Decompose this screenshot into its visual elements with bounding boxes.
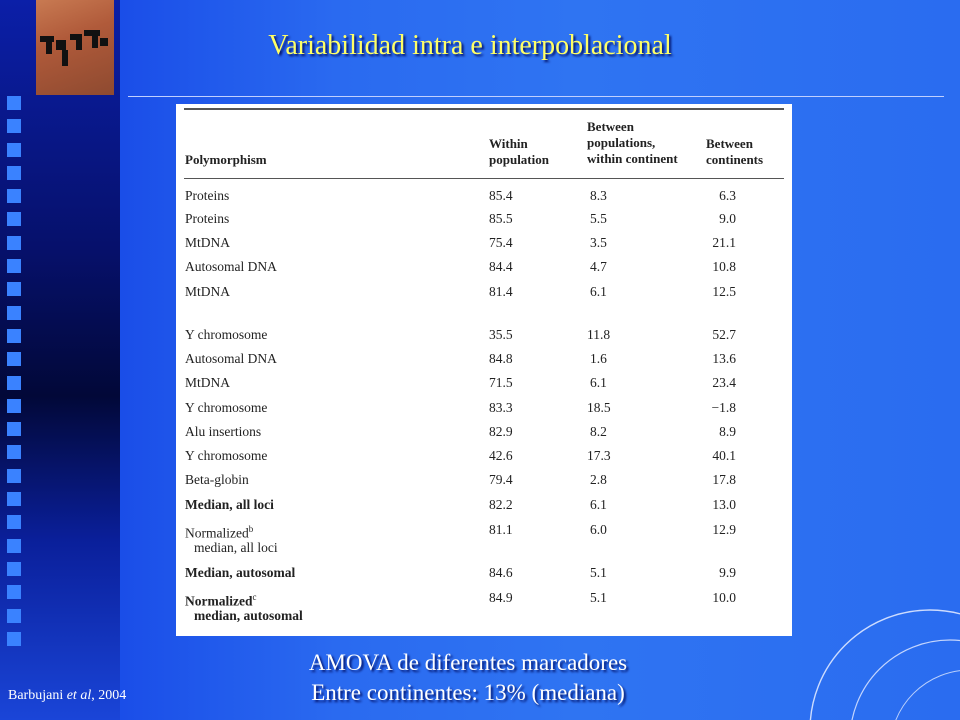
decorative-arcs xyxy=(780,580,960,720)
row-between-cont: 21.1 xyxy=(712,235,736,250)
row-label: Alu insertions xyxy=(185,424,262,439)
row-between-cont: 40.1 xyxy=(712,448,736,463)
row-between-pop: 6.0 xyxy=(590,522,607,537)
row-label: Beta-globin xyxy=(185,472,249,487)
square-dots-column xyxy=(7,96,23,655)
citation xyxy=(8,688,126,704)
slide-title: Variabilidad intra e interpoblacional xyxy=(268,30,672,61)
row-between-pop: 4.7 xyxy=(590,259,607,274)
row-between-pop: 8.3 xyxy=(590,188,607,203)
row-between-pop: 1.6 xyxy=(590,351,607,366)
row-label-line2: median, autosomal xyxy=(194,608,303,623)
row-label: MtDNA xyxy=(185,284,231,299)
row-label xyxy=(185,522,253,541)
row-between-pop: 18.5 xyxy=(587,400,611,415)
row-between-cont: 13.6 xyxy=(712,351,736,366)
row-within: 83.3 xyxy=(489,400,513,415)
row-within: 84.8 xyxy=(489,351,513,366)
square-dot xyxy=(7,422,21,436)
header-within-2: population xyxy=(489,152,549,167)
table-header-rule xyxy=(184,178,784,179)
row-label: Median, autosomal xyxy=(185,565,296,580)
square-dot xyxy=(7,96,21,110)
row-within: 79.4 xyxy=(489,472,513,487)
row-between-pop: 5.1 xyxy=(590,565,607,580)
row-within: 35.5 xyxy=(489,327,513,342)
square-dot xyxy=(7,352,21,366)
header-between-pop-3: within continent xyxy=(587,151,678,166)
row-within: 81.1 xyxy=(489,522,513,537)
row-within: 71.5 xyxy=(489,375,513,390)
header-within-1: Within xyxy=(489,136,528,151)
header-between-cont-2: continents xyxy=(706,152,764,167)
row-between-pop: 3.5 xyxy=(590,235,607,250)
square-dot xyxy=(7,166,21,180)
caption-line-2: Entre continentes: 13% (mediana) xyxy=(311,680,625,705)
row-between-pop: 11.8 xyxy=(587,327,611,342)
square-dot xyxy=(7,469,21,483)
row-between-cont: 10.0 xyxy=(712,590,736,605)
square-dot xyxy=(7,329,21,343)
slide-caption xyxy=(240,648,696,708)
left-decorative-band xyxy=(0,0,120,720)
row-between-pop: 2.8 xyxy=(590,472,607,487)
square-dot xyxy=(7,562,21,576)
row-between-pop: 6.1 xyxy=(590,497,607,512)
title-divider xyxy=(128,96,944,97)
row-label: Y chromosome xyxy=(185,327,268,342)
row-between-cont: −1.8 xyxy=(711,400,736,415)
row-label-line2: median, all loci xyxy=(194,540,278,555)
row-within: 82.9 xyxy=(489,424,513,439)
row-between-cont: 8.9 xyxy=(719,424,736,439)
row-between-cont: 23.4 xyxy=(712,375,736,390)
row-between-cont: 13.0 xyxy=(712,497,736,512)
row-label-text: Normalized xyxy=(185,525,249,541)
row-label: Median, all loci xyxy=(185,497,274,512)
square-dot xyxy=(7,236,21,250)
square-dot xyxy=(7,376,21,390)
row-between-pop: 6.1 xyxy=(590,375,607,390)
row-within: 81.4 xyxy=(489,284,513,299)
square-dot xyxy=(7,306,21,320)
square-dot xyxy=(7,515,21,529)
row-between-pop: 5.1 xyxy=(590,590,607,605)
row-within: 85.4 xyxy=(489,188,513,203)
row-between-cont: 52.7 xyxy=(712,327,736,342)
square-dot xyxy=(7,632,21,646)
row-label: Y chromosome xyxy=(185,448,268,463)
header-between-cont-1: Between xyxy=(706,136,753,151)
header-polymorphism: Polymorphism xyxy=(185,152,267,167)
row-between-pop: 17.3 xyxy=(587,448,611,463)
citation-year: , 2004 xyxy=(91,688,127,703)
row-between-cont: 9.0 xyxy=(719,211,736,226)
caption-line-1: AMOVA de diferentes marcadores xyxy=(308,650,628,675)
square-dot xyxy=(7,539,21,553)
row-within: 84.9 xyxy=(489,590,513,605)
square-dot xyxy=(7,445,21,459)
footnote-marker: c xyxy=(252,592,257,602)
row-label-text: Normalized xyxy=(185,593,253,609)
square-dot xyxy=(7,259,21,273)
row-between-cont: 9.9 xyxy=(719,565,736,580)
table-top-rule xyxy=(184,108,784,110)
row-within: 85.5 xyxy=(489,211,513,226)
row-label: Proteins xyxy=(185,188,230,203)
row-label: MtDNA xyxy=(185,235,231,250)
row-between-cont: 17.8 xyxy=(712,472,736,487)
square-dot xyxy=(7,212,21,226)
row-label: Autosomal DNA xyxy=(185,351,277,366)
row-between-cont: 12.5 xyxy=(712,284,736,299)
row-between-pop: 5.5 xyxy=(590,211,607,226)
square-dot xyxy=(7,189,21,203)
row-within: 84.4 xyxy=(489,259,513,274)
square-dot xyxy=(7,282,21,296)
row-within: 84.6 xyxy=(489,565,513,580)
header-between-pop-1: Between xyxy=(587,119,634,134)
amova-table xyxy=(176,104,792,636)
square-dot xyxy=(7,399,21,413)
row-label: Autosomal DNA xyxy=(185,259,277,274)
logo-icon xyxy=(36,0,114,95)
row-between-cont: 6.3 xyxy=(719,188,736,203)
row-label xyxy=(185,590,256,609)
square-dot xyxy=(7,119,21,133)
footnote-marker: b xyxy=(248,524,254,534)
citation-author: Barbujani xyxy=(8,688,67,703)
square-dot xyxy=(7,492,21,506)
row-label: Proteins xyxy=(185,211,230,226)
header-between-pop-2: populations, xyxy=(587,135,656,150)
row-within: 42.6 xyxy=(489,448,513,463)
university-logo xyxy=(36,0,114,95)
square-dot xyxy=(7,143,21,157)
row-within: 82.2 xyxy=(489,497,513,512)
citation-etal: et al xyxy=(66,688,92,703)
row-label: MtDNA xyxy=(185,375,231,390)
row-within: 75.4 xyxy=(489,235,513,250)
row-between-pop: 6.1 xyxy=(590,284,607,299)
square-dot xyxy=(7,585,21,599)
square-dot xyxy=(7,609,21,623)
row-between-cont: 12.9 xyxy=(712,522,736,537)
row-between-cont: 10.8 xyxy=(712,259,736,274)
row-label: Y chromosome xyxy=(185,400,268,415)
row-between-pop: 8.2 xyxy=(590,424,607,439)
